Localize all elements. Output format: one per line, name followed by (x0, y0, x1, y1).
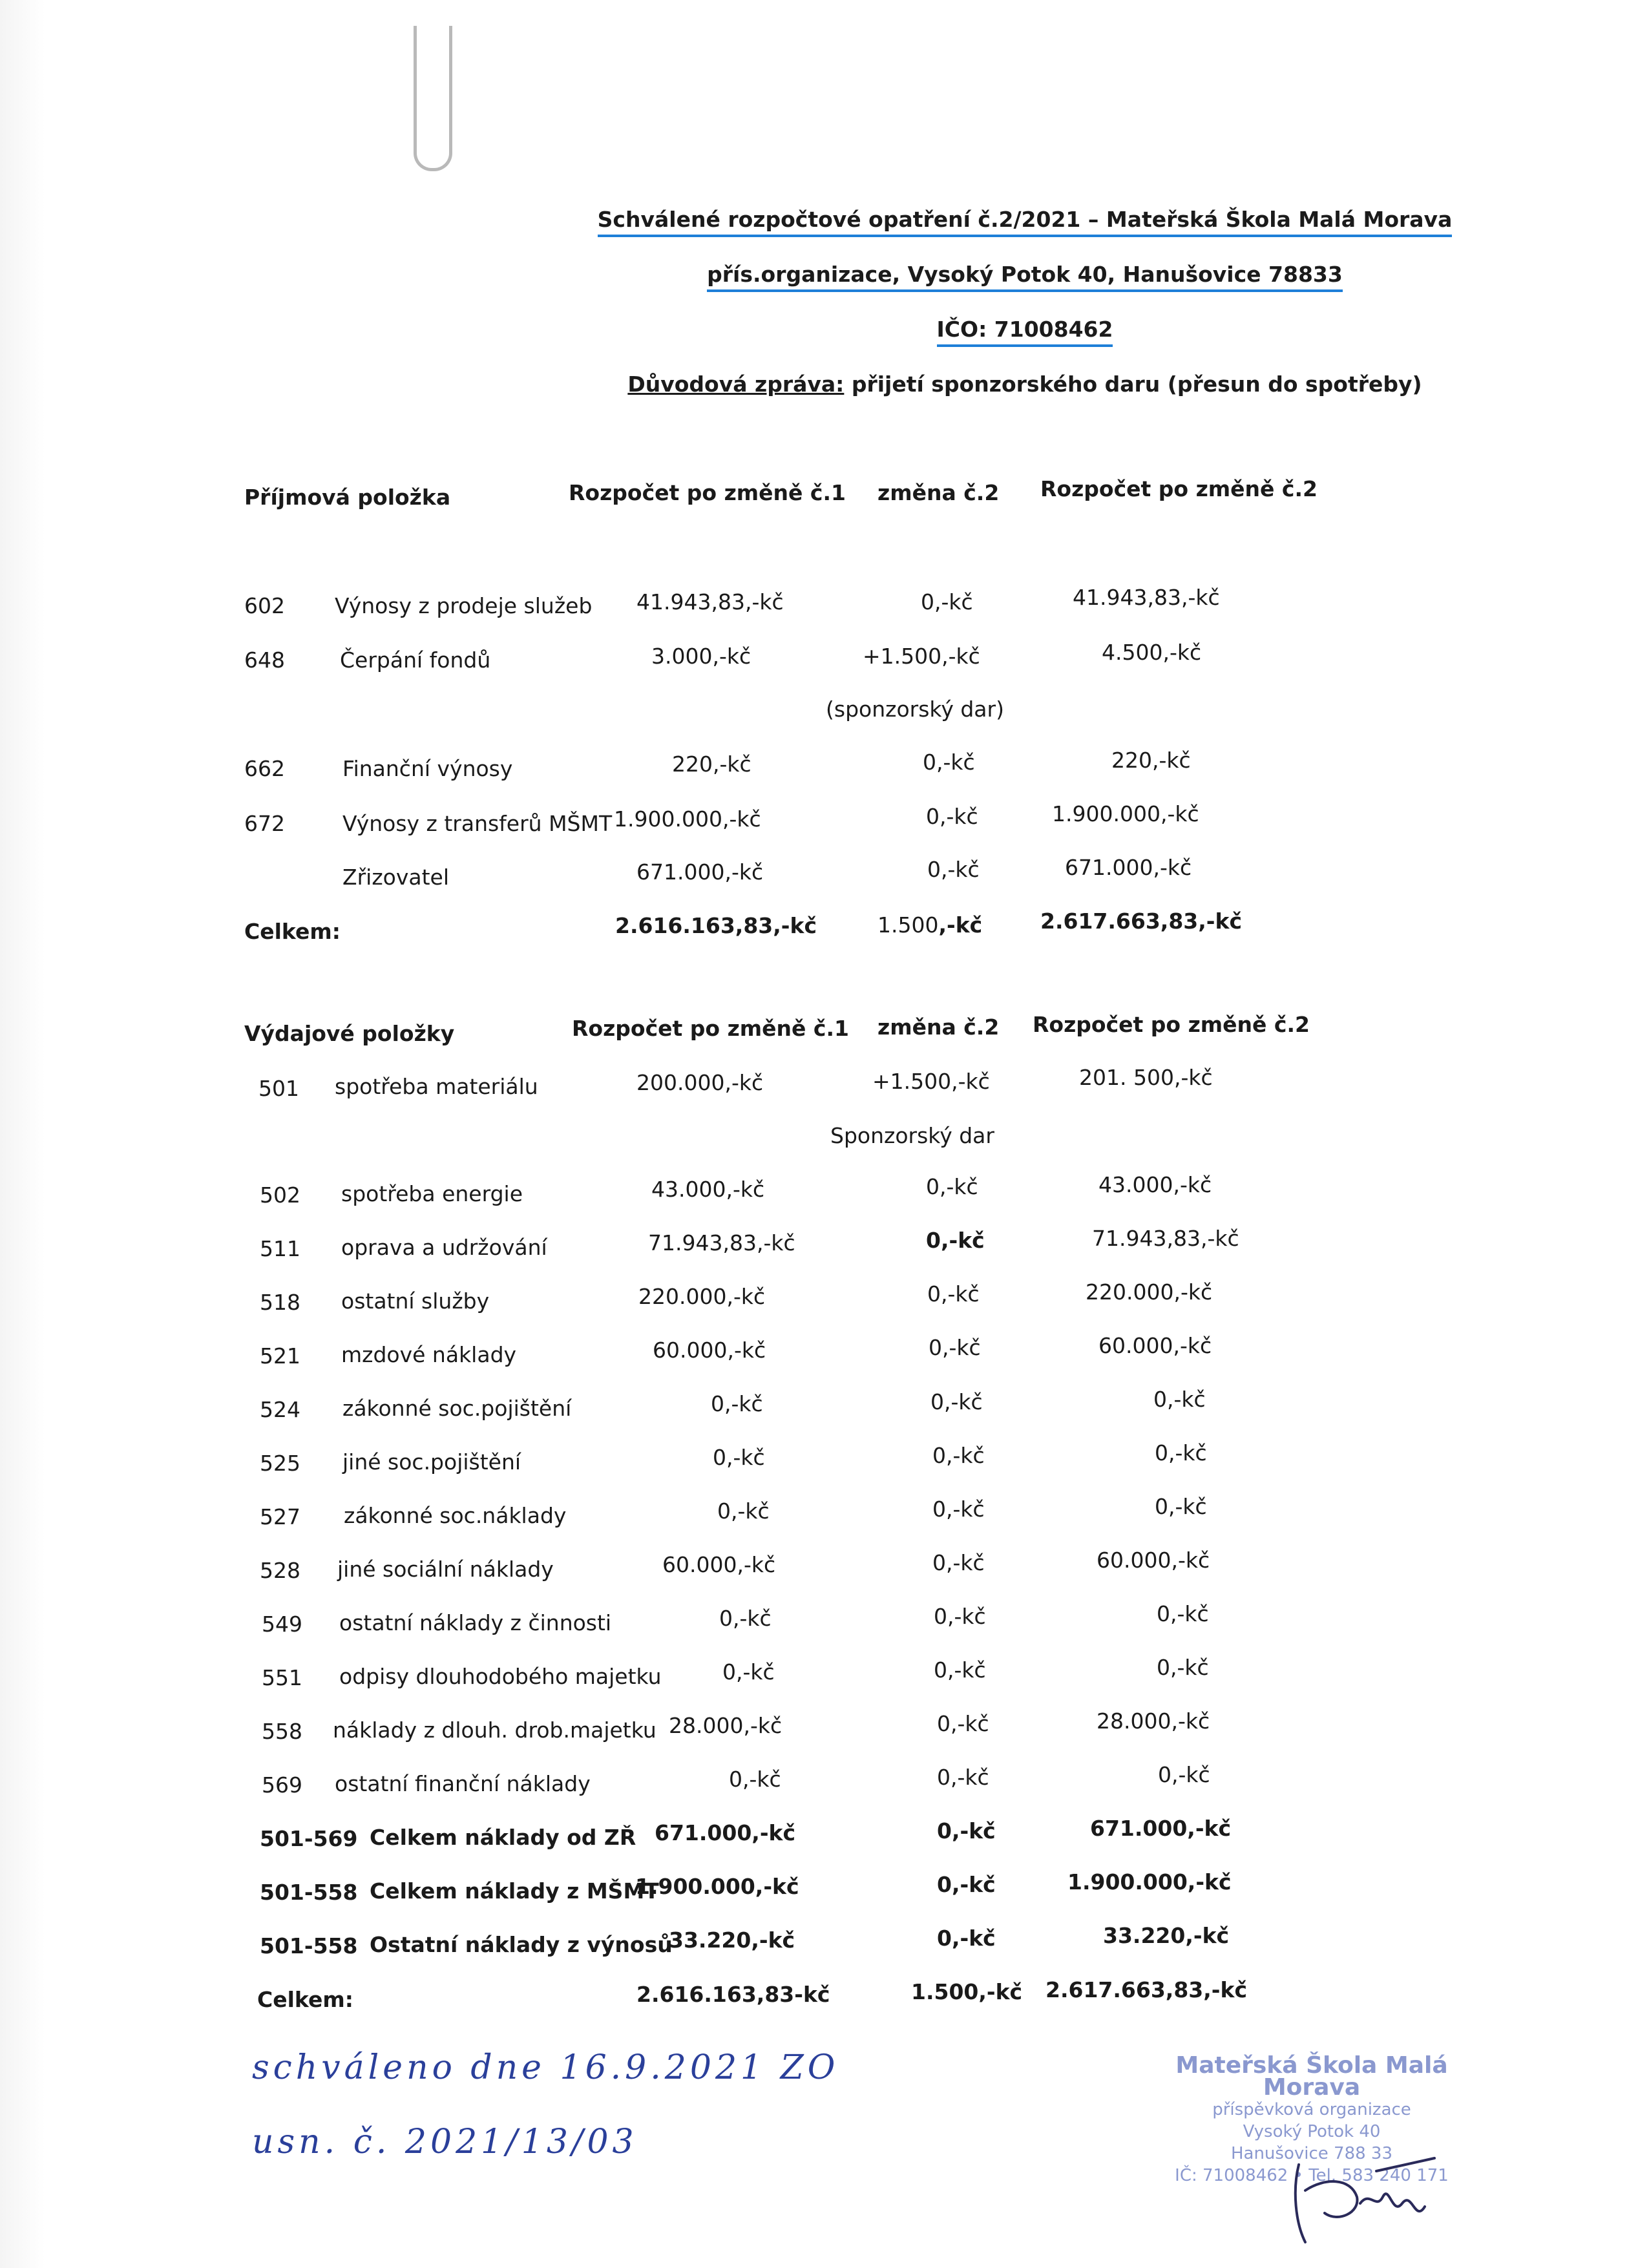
row-code: 662 (244, 756, 285, 781)
row-name: spotřeba energie (341, 1181, 523, 1206)
row-after: 71.943,83,-kč (1092, 1226, 1239, 1251)
row-after: 220.000,-kč (1086, 1279, 1213, 1305)
row-code: 524 (260, 1397, 300, 1422)
row-after: 0,-kč (1157, 1655, 1209, 1680)
row-code: 501 (258, 1076, 299, 1101)
income-header-before: Rozpočet po změně č.1 (569, 480, 846, 505)
row-before: 1.900.000,-kč (614, 806, 761, 832)
row-name: Zřizovatel (342, 865, 450, 890)
row-change: 0,-kč (934, 1657, 986, 1683)
expense-header-change: změna č.2 (877, 1014, 1000, 1040)
row-name: ostatní finanční náklady (335, 1771, 591, 1796)
row-code: 525 (260, 1451, 300, 1476)
total-label: Celkem: (257, 1987, 353, 2012)
row-after: 60.000,-kč (1098, 1333, 1212, 1358)
row-change: 0,-kč (929, 1335, 981, 1360)
row-name: spotřeba materiálu (335, 1074, 538, 1099)
total-before: 2.616.163,83,-kč (615, 913, 817, 938)
row-change: 0,-kč (926, 1174, 978, 1199)
row-after: 0,-kč (1155, 1494, 1207, 1519)
row-name: zákonné soc.pojištění (342, 1396, 572, 1421)
row-code: 501-558 (260, 1880, 358, 1905)
row-name: jiné soc.pojištění (342, 1449, 521, 1475)
row-name: oprava a udržování (341, 1235, 547, 1260)
row-name: náklady z dlouh. drob.majetku (333, 1717, 656, 1743)
row-code: 569 (262, 1772, 302, 1798)
row-after: 28.000,-kč (1097, 1708, 1210, 1734)
row-change: 0,-kč (937, 1818, 996, 1843)
row-code: 511 (260, 1236, 300, 1261)
row-after: 43.000,-kč (1098, 1172, 1212, 1197)
income-header-after: Rozpočet po změně č.2 (1040, 476, 1318, 501)
row-code: 521 (260, 1343, 300, 1369)
row-change: 0,-kč (932, 1443, 985, 1468)
total-change: 1.500,-kč (911, 1979, 1023, 2004)
expense-header-after: Rozpočet po změně č.2 (1033, 1012, 1310, 1037)
row-name: Výnosy z prodeje služeb (335, 593, 593, 618)
row-after: 0,-kč (1157, 1601, 1209, 1626)
row-note: Sponzorský dar (830, 1123, 994, 1148)
row-change: +1.500,-kč (872, 1069, 990, 1094)
row-change: 0,-kč (926, 1228, 985, 1253)
stamp-line: příspěvková organizace (1212, 2100, 1411, 2119)
income-header-item: Příjmová položka (244, 485, 451, 510)
row-change: 0,-kč (932, 1496, 985, 1522)
title-line-3: IČO: 71008462 (937, 317, 1113, 347)
row-code: 549 (262, 1612, 302, 1637)
row-change: 0,-kč (934, 1604, 986, 1629)
row-code: 648 (244, 647, 285, 673)
row-after: 60.000,-kč (1097, 1548, 1210, 1573)
row-after: 1.900.000,-kč (1067, 1869, 1232, 1895)
row-after: 33.220,-kč (1103, 1923, 1230, 1948)
row-code: 502 (260, 1182, 300, 1208)
document-subtitle (200, 262, 1649, 287)
row-before: 41.943,83,-kč (636, 589, 784, 614)
row-before: 3.000,-kč (651, 644, 751, 669)
row-change: 0,-kč (927, 1281, 980, 1307)
row-before: 43.000,-kč (651, 1177, 765, 1202)
row-after: 201. 500,-kč (1079, 1065, 1213, 1090)
row-before: 1.900.000,-kč (635, 1874, 799, 1899)
paper-clip (414, 26, 452, 171)
row-change: 0,-kč (923, 750, 975, 775)
row-after: 1.900.000,-kč (1052, 801, 1199, 826)
row-change: 0,-kč (932, 1550, 985, 1575)
row-before: 60.000,-kč (662, 1552, 776, 1577)
row-change: 0,-kč (937, 1765, 989, 1790)
row-name: ostatní náklady z činnosti (339, 1610, 612, 1635)
total-change (877, 912, 982, 938)
row-name: Celkem náklady z MŠMT (370, 1878, 659, 1904)
row-name: Výnosy z transferů MŠMT (342, 811, 613, 836)
row-before: 28.000,-kč (669, 1713, 782, 1738)
row-before: 60.000,-kč (653, 1338, 766, 1363)
row-name: mzdové náklady (341, 1342, 517, 1367)
row-after: 0,-kč (1158, 1762, 1210, 1787)
row-change: 0,-kč (930, 1389, 983, 1414)
row-code: 558 (262, 1719, 302, 1744)
row-after: 0,-kč (1153, 1387, 1206, 1412)
handwritten-resolution: usn. č. 2021/13/03 (252, 2123, 638, 2161)
total-label: Celkem: (244, 919, 341, 944)
row-after: 671.000,-kč (1090, 1816, 1232, 1841)
row-change: 0,-kč (937, 1926, 996, 1951)
row-code: 602 (244, 593, 285, 618)
row-code: 527 (260, 1504, 300, 1529)
row-change: 0,-kč (937, 1872, 996, 1897)
row-after: 671.000,-kč (1065, 855, 1192, 880)
row-code: 501-558 (260, 1933, 358, 1958)
row-name: Čerpání fondů (340, 647, 491, 673)
reason-line (200, 372, 1649, 397)
row-name: Celkem náklady od ZŘ (370, 1825, 636, 1850)
row-before: 0,-kč (729, 1767, 781, 1792)
row-before: 220.000,-kč (638, 1284, 766, 1309)
row-before: 220,-kč (672, 751, 751, 777)
document-ico (200, 317, 1649, 342)
income-header-change: změna č.2 (877, 480, 1000, 505)
reason-text: přijetí sponzorského daru (přesun do spotřeby) (844, 372, 1422, 397)
stamp-line: Hanušovice 788 33 (1230, 2144, 1393, 2163)
total-before: 2.616.163,83-kč (636, 1982, 830, 2007)
total-after: 2.617.663,83,-kč (1045, 1977, 1248, 2002)
row-after: 41.943,83,-kč (1073, 585, 1220, 610)
row-note: (sponzorský dar) (826, 697, 1004, 722)
row-name: zákonné soc.náklady (344, 1503, 567, 1528)
row-before: 0,-kč (711, 1391, 763, 1416)
total-change-number: 1.500 (877, 912, 939, 938)
row-before: 0,-kč (713, 1445, 765, 1470)
row-before: 200.000,-kč (636, 1070, 764, 1095)
title-line-2: přís.organizace, Vysoký Potok 40, Hanušovice 78833 (707, 262, 1343, 292)
row-after: 0,-kč (1155, 1440, 1207, 1465)
row-name: odpisy dlouhodobého majetku (339, 1664, 662, 1689)
row-before: 0,-kč (722, 1659, 775, 1685)
row-code: 672 (244, 811, 285, 836)
row-before: 0,-kč (719, 1606, 772, 1631)
row-code: 528 (260, 1558, 300, 1583)
reason-label: Důvodová zpráva: (627, 372, 845, 397)
row-code: 551 (262, 1665, 302, 1690)
row-change: 0,-kč (927, 857, 980, 882)
row-change: 0,-kč (926, 804, 978, 829)
row-before: 671.000,-kč (655, 1820, 796, 1845)
stamp-line: Vysoký Potok 40 (1243, 2122, 1381, 2141)
total-change-unit: ,-kč (938, 912, 983, 938)
row-after: 4.500,-kč (1102, 640, 1202, 665)
row-name: jiné sociální náklady (337, 1557, 554, 1582)
row-name: ostatní služby (341, 1288, 490, 1314)
handwritten-approval: schváleno dne 16.9.2021 ZO (252, 2048, 839, 2087)
stamp-line: IČ: 71008462 • Tel. 583 240 171 (1175, 2166, 1449, 2185)
row-code: 518 (260, 1290, 300, 1315)
title-line-1: Schválené rozpočtové opatření č.2/2021 – Mateřská Škola Malá Morava (598, 207, 1453, 237)
row-after: 220,-kč (1111, 748, 1191, 773)
row-name: Finanční výnosy (342, 756, 513, 781)
row-code: 501-569 (260, 1826, 358, 1851)
expense-header-before: Rozpočet po změně č.1 (572, 1016, 849, 1041)
row-before: 0,-kč (717, 1498, 770, 1524)
row-change: 0,-kč (937, 1711, 989, 1736)
total-after: 2.617.663,83,-kč (1040, 908, 1243, 934)
row-before: 671.000,-kč (636, 859, 764, 885)
signature (1279, 2152, 1447, 2249)
stamp-line: Mateřská Škola Malá Morava (1175, 2052, 1448, 2101)
row-before: 71.943,83,-kč (648, 1230, 795, 1255)
document-title (200, 207, 1649, 232)
row-name: Ostatní náklady z výnosů (370, 1932, 673, 1957)
row-before: 33.220,-kč (669, 1927, 795, 1953)
row-change: +1.500,-kč (863, 644, 980, 669)
expense-header-item: Výdajové položky (244, 1021, 455, 1046)
row-change: 0,-kč (921, 589, 973, 614)
